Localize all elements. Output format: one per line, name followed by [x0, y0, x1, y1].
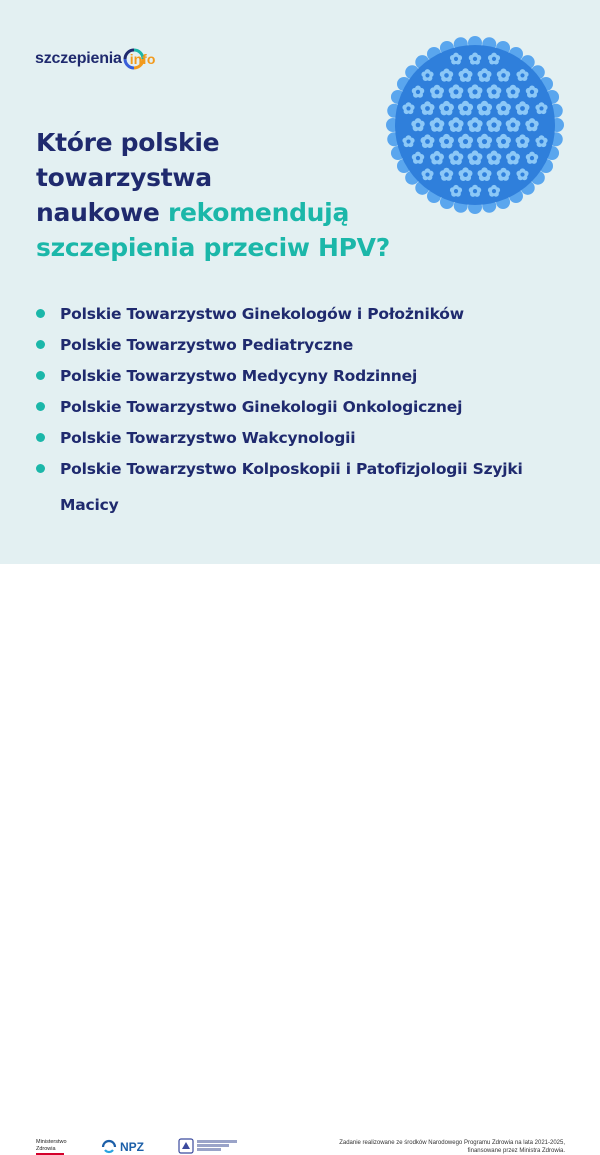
bullet-dot-icon: [36, 340, 45, 349]
list-item: [36, 331, 576, 362]
logo-text: szczepienia: [35, 50, 122, 67]
bullet-dot-icon: [36, 309, 45, 318]
bullet-dot-icon: [36, 464, 45, 473]
title-line-2: towarzystwa: [36, 163, 212, 192]
ministry-line-2: Zdrowia: [36, 1146, 56, 1152]
list-item: [36, 393, 576, 424]
npz-logo-icon: [100, 1139, 118, 1155]
funding-note-line-2: finansowane przez Ministra Zdrowia.: [467, 1148, 565, 1154]
funding-note-line-1: Zadanie realizowane ze środków Narodowego Programu Zdrowia na lata 2021-2025,: [339, 1140, 565, 1146]
society-name: Polskie Towarzystwo Pediatryczne: [60, 336, 354, 354]
footer: [0, 564, 600, 1154]
society-name: Polskie Towarzystwo Ginekologów i Położników: [60, 305, 464, 323]
society-name: Polskie Towarzystwo Kolposkopii i Patofizjologii Szyjki Macicy: [60, 460, 523, 514]
bullet-dot-icon: [36, 433, 45, 442]
bullet-dot-icon: [36, 402, 45, 411]
infographic-card: [0, 0, 600, 564]
page-title: [36, 125, 436, 265]
society-name: Polskie Towarzystwo Medycyny Rodzinnej: [60, 367, 418, 385]
npz-logo: [100, 1139, 144, 1155]
szczepienia-info-logo: [35, 48, 156, 70]
title-line-1: Które polskie: [36, 128, 220, 157]
logo-ring-icon: [123, 48, 156, 70]
seal-caption: [197, 1139, 237, 1152]
society-name: Polskie Towarzystwo Ginekologii Onkologicznej: [60, 398, 463, 416]
title-word-plain: naukowe: [36, 198, 160, 227]
societies-list: [36, 300, 576, 523]
seal-icon: [178, 1138, 194, 1154]
ministry-line-1: Ministerstwo: [36, 1139, 67, 1145]
ministry-logo: [36, 1139, 67, 1153]
list-item: [36, 300, 576, 331]
title-line-4: szczepienia przeciw HPV?: [36, 233, 390, 262]
bullet-dot-icon: [36, 371, 45, 380]
title-word-highlight: rekomendują: [167, 198, 350, 227]
society-name: Polskie Towarzystwo Wakcynologii: [60, 429, 356, 447]
logo-suffix: info: [129, 51, 156, 67]
npz-label: NPZ: [120, 1140, 144, 1154]
funding-note: [320, 1139, 565, 1155]
list-item: [36, 451, 576, 523]
list-item: [36, 362, 576, 393]
title-line-3: [36, 195, 436, 230]
